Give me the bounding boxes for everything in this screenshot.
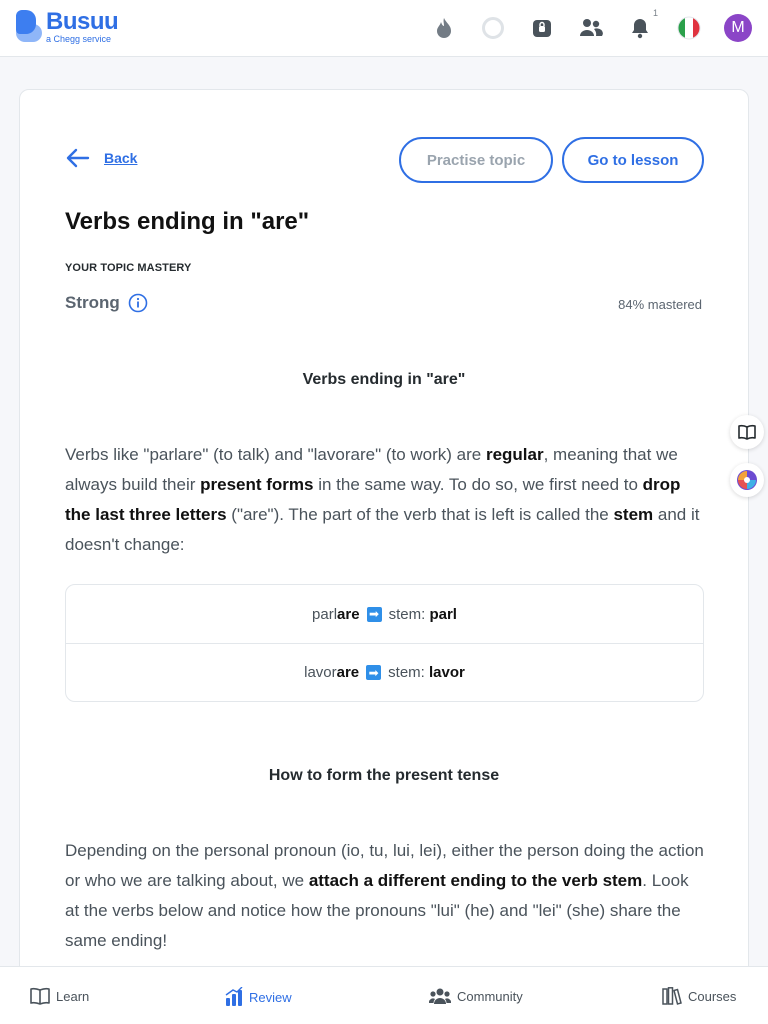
back-link[interactable] [66, 148, 137, 168]
courses-books-icon [662, 987, 682, 1005]
nav-label: Learn [56, 988, 90, 1004]
nav-item-learn[interactable] [30, 987, 89, 1005]
page-title: Verbs ending in "are" [65, 208, 310, 235]
shop-bag-icon[interactable] [528, 14, 556, 42]
notifications-bell-icon[interactable] [626, 8, 658, 42]
nav-item-review[interactable] [225, 987, 292, 1007]
nav-item-community[interactable] [429, 987, 523, 1005]
busuu-logo[interactable] [14, 10, 118, 44]
daily-goal-ring-icon[interactable] [479, 14, 507, 42]
friends-icon[interactable] [577, 14, 605, 42]
explanation-paragraph: Depending on the personal pronoun (io, tu, lui, lei), either the person doing the action or who we are talking about, we attach a different ending to the verb stem. Look at the verbs below and notice how the pronouns "lui" (he) and "lei" (she) share the same ending! [65, 841, 704, 950]
back-label: Back [104, 150, 138, 166]
bottom-navigation [0, 966, 768, 1024]
language-brain-icon[interactable] [730, 463, 764, 497]
review-chart-icon [225, 987, 243, 1007]
community-icon [429, 987, 451, 1005]
stem-examples-table [65, 584, 704, 702]
book-icon [30, 987, 50, 1005]
explanation-paragraph: Verbs like "parlare" (to talk) and "lavorare" (to work) are regular, meaning that we always build their present forms in the same way. To do so, we first need to drop the last three letters ("are"). The part of the verb that is left is called the stem and it doesn't change: [65, 445, 700, 554]
section-heading: Verbs ending in "are" [302, 371, 466, 388]
right-arrow-icon: ➡ [367, 607, 382, 622]
top-bar [0, 0, 768, 57]
dictionary-book-icon[interactable] [730, 415, 764, 449]
right-arrow-icon: ➡ [366, 665, 381, 680]
italian-flag-icon[interactable] [675, 14, 703, 42]
section-heading: How to form the present tense [268, 767, 500, 784]
nav-label: Courses [688, 988, 737, 1004]
table-row: parl are ➡ stem: parl [312, 605, 457, 623]
brand-name: Busuu [46, 8, 119, 35]
brand-subtitle: a Chegg service [46, 34, 112, 44]
grammar-topic-card [19, 89, 749, 989]
user-avatar[interactable]: M [724, 14, 752, 42]
nav-item-courses[interactable] [662, 987, 736, 1005]
table-row: lavor are ➡ stem: lavor [66, 643, 703, 701]
mastery-strength [65, 293, 148, 313]
info-icon[interactable] [128, 293, 148, 313]
strength-label: Strong [65, 293, 120, 312]
practise-topic-button[interactable]: Practise topic [399, 137, 553, 183]
notification-count-badge: 1 [652, 8, 658, 18]
back-arrow-icon [66, 148, 90, 168]
streak-flame-icon[interactable] [430, 14, 458, 42]
busuu-logo-mark-icon [14, 10, 42, 44]
mastered-percent: 84% mastered [618, 297, 702, 312]
nav-label: Review [249, 989, 292, 1005]
go-to-lesson-button[interactable]: Go to lesson [562, 137, 704, 183]
topic-mastery-label: YOUR TOPIC MASTERY [65, 262, 192, 274]
nav-label: Community [457, 988, 523, 1004]
